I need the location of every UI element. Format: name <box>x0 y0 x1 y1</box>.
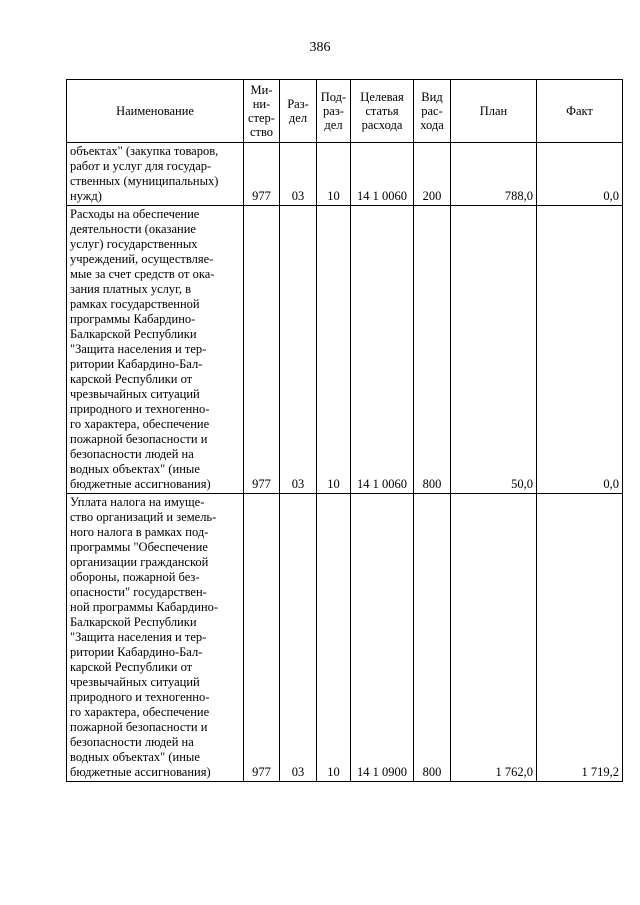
row-section: 03 <box>280 494 317 782</box>
row-ministry: 977 <box>244 494 280 782</box>
row-target-item: 14 1 0060 <box>351 143 414 206</box>
header-plan: План <box>451 80 537 143</box>
row-expense-type: 800 <box>414 494 451 782</box>
row-target-item: 14 1 0900 <box>351 494 414 782</box>
row-subsection: 10 <box>317 206 351 494</box>
header-fact: Факт <box>537 80 623 143</box>
header-expense-type: Вид рас- хода <box>414 80 451 143</box>
row-fact: 1 719,2 <box>537 494 623 782</box>
header-section: Раз- дел <box>280 80 317 143</box>
row-name: Расходы на обеспечение деятельности (оказание услуг) государственных учреждений, осуществляе- мые за счет средств от ока- зания платных услуг, в рамках государственной программы Кабардино- Балкарской Республики "Защита населения и тер- ритории Кабардино-Бал- карской Республики от чрезвычайных ситуаций природного и техногенно- го характера, обеспечение пожарной безопасности и безопасности людей на водных объектах" (иные бюджетные ассигнования) <box>67 206 244 494</box>
page-number: 386 <box>309 40 331 55</box>
table-row <box>67 494 623 782</box>
row-ministry: 977 <box>244 206 280 494</box>
table-header-row <box>67 80 623 143</box>
row-plan: 1 762,0 <box>451 494 537 782</box>
row-name: Уплата налога на имуще- ство организаций и земель- ного налога в рамках под- программы "Обеспечение организации гражданской обороны, пожарной без- опасности" государствен- ной программы Кабардино- Балкарской Республики "Защита населения и тер- ритории Кабардино-Бал- карской Республики от чрезвычайных ситуаций природного и техногенно- го характера, обеспечение пожарной безопасности и безопасности людей на водных объектах" (иные бюджетные ассигнования) <box>67 494 244 782</box>
row-section: 03 <box>280 143 317 206</box>
header-target-item: Целевая статья расхода <box>351 80 414 143</box>
header-name: Наименование <box>67 80 244 143</box>
row-ministry: 977 <box>244 143 280 206</box>
table-row <box>67 143 623 206</box>
budget-table <box>66 79 623 782</box>
header-subsection: Под- раз- дел <box>317 80 351 143</box>
row-target-item: 14 1 0060 <box>351 206 414 494</box>
row-expense-type: 200 <box>414 143 451 206</box>
header-ministry: Ми- ни- стер- ство <box>244 80 280 143</box>
row-fact: 0,0 <box>537 143 623 206</box>
table-row <box>67 206 623 494</box>
row-plan: 788,0 <box>451 143 537 206</box>
row-subsection: 10 <box>317 143 351 206</box>
row-fact: 0,0 <box>537 206 623 494</box>
row-expense-type: 800 <box>414 206 451 494</box>
row-plan: 50,0 <box>451 206 537 494</box>
row-section: 03 <box>280 206 317 494</box>
row-name: объектах" (закупка товаров, работ и услуг для государ- ственных (муниципальных) нужд) <box>67 143 244 206</box>
row-subsection: 10 <box>317 494 351 782</box>
